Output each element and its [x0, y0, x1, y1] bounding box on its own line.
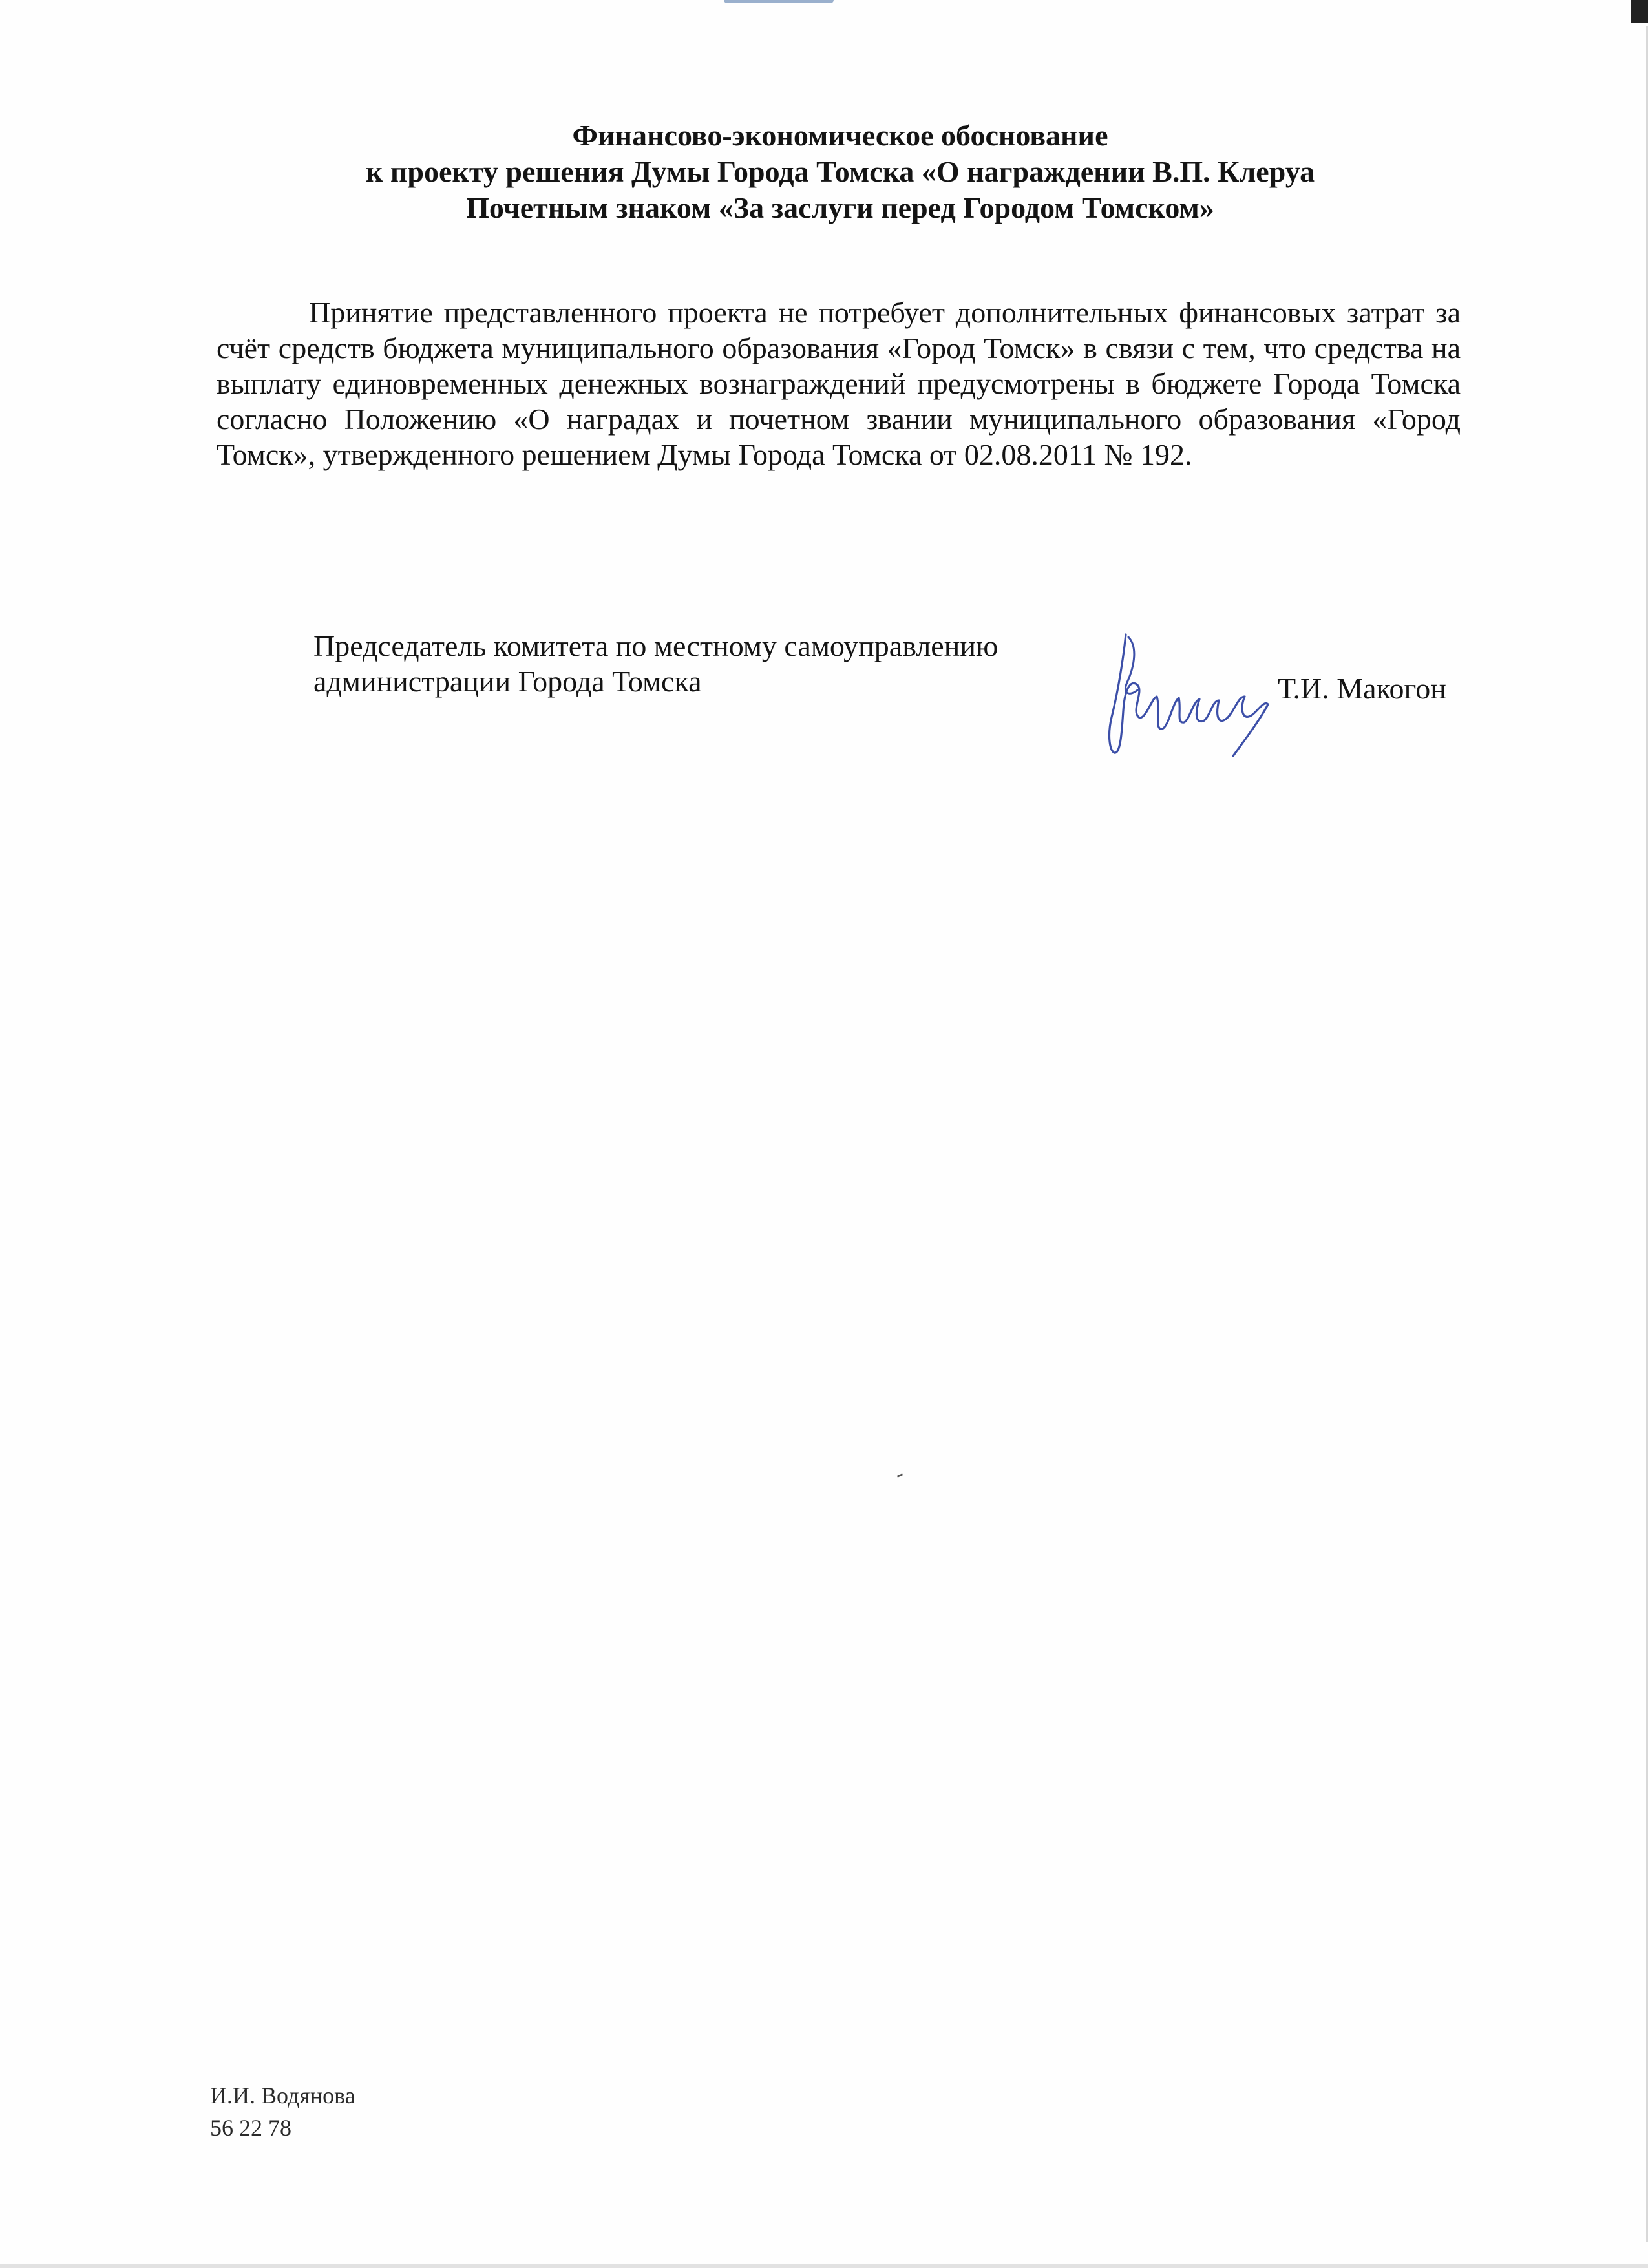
title-line-3: Почетным знаком «За заслуги перед Городом Томском» — [466, 191, 1214, 224]
signatory-position-line-1: Председатель комитета по местному самоуправлению — [313, 629, 998, 662]
signatory-name: Т.И. Макогон — [1278, 672, 1446, 705]
title-line-1: Финансово-экономическое обоснование — [572, 119, 1108, 152]
executor-phone: 56 22 78 — [210, 2115, 291, 2141]
signatory-position-line-2: администрации Города Томска — [313, 665, 702, 698]
title-line-2: к проекту решения Думы Города Томска «О награждении В.П. Клеруа — [365, 155, 1315, 188]
executor-footer — [210, 2079, 355, 2144]
scan-artifact-corner — [1631, 0, 1648, 23]
body-paragraph: Принятие представленного проекта не потребует дополнительных финансовых затрат за счёт средств бюджета муниципального образования «Город Томск» в связи с тем, что средства на выплату единовременных денежных вознаграждений предусмотрены в бюджете Города Томска согласно Положению «О наградах и почетном звании муниципального образования «Город Томск», утвержденного решением Думы Города Томска от 02.08.2011 № 192. — [217, 296, 1461, 471]
signature-stroke — [1110, 635, 1268, 756]
scan-artifact-top — [724, 0, 834, 3]
scan-artifact-dot — [897, 1473, 903, 1478]
handwritten-signature — [1092, 620, 1293, 775]
document-title — [207, 118, 1474, 226]
signatory-position — [313, 628, 998, 699]
executor-name: И.И. Водянова — [210, 2083, 355, 2108]
scan-artifact-bottom — [0, 2264, 1648, 2268]
